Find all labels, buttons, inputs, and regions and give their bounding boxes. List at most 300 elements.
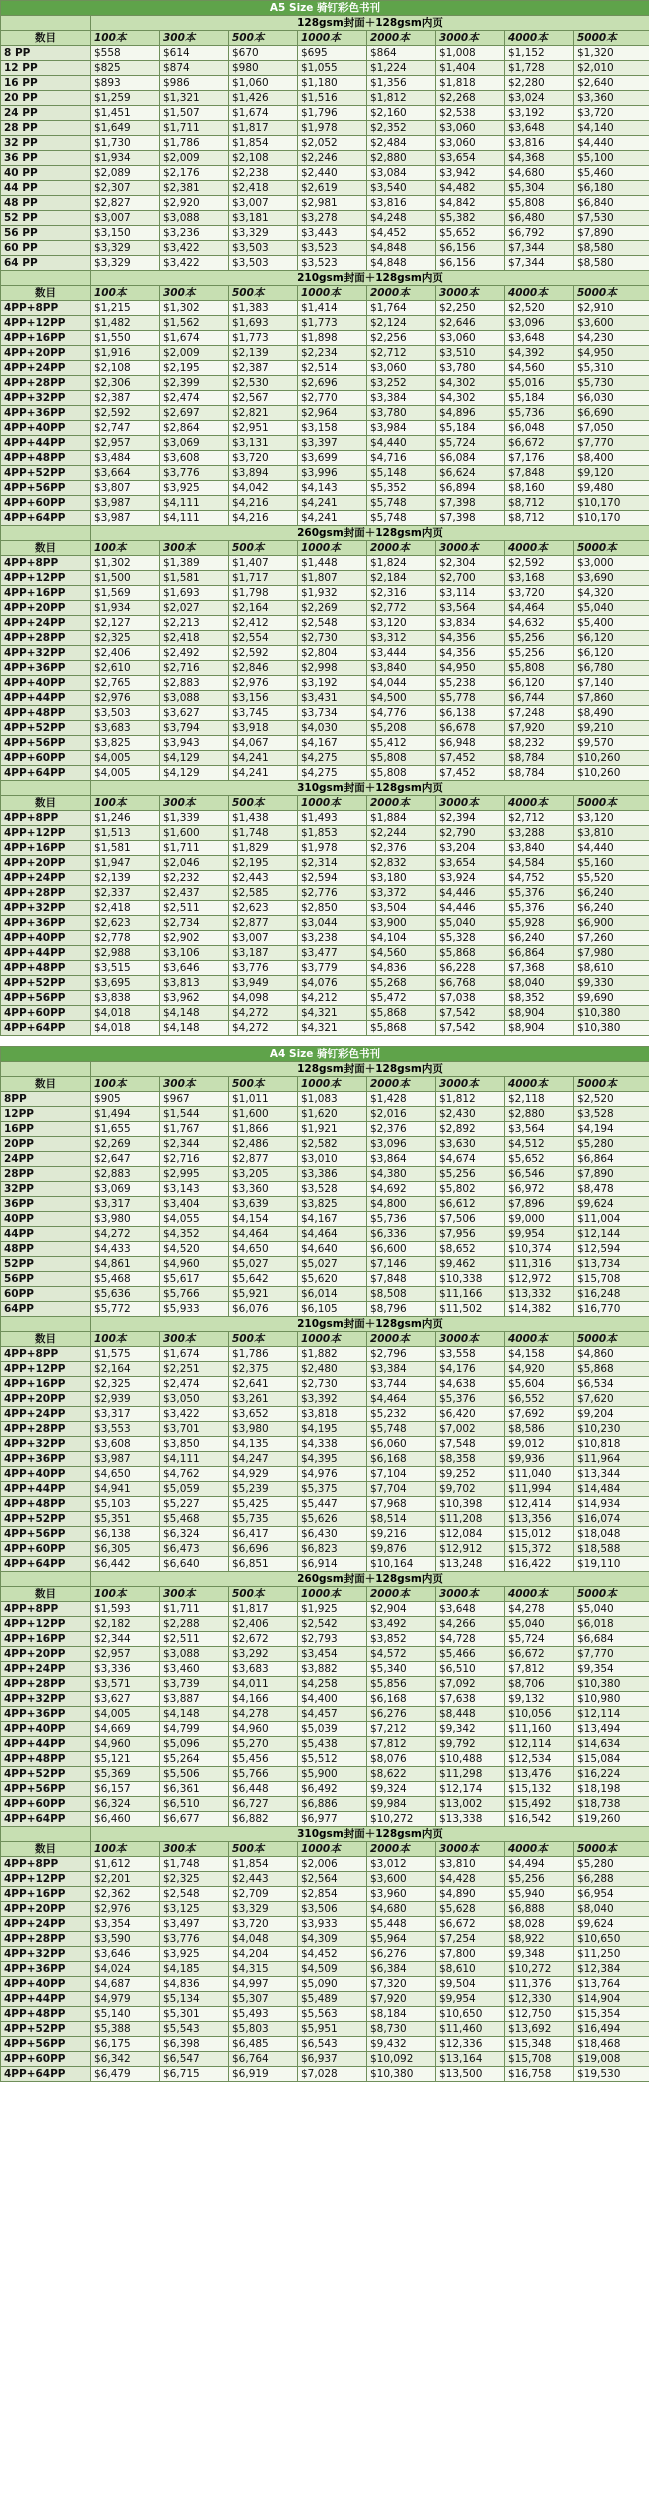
column-header: 5000本 [574, 286, 649, 301]
price-cell: $4,560 [367, 946, 436, 961]
page-count-cell: 4PP+64PP [1, 511, 91, 526]
table-row [1, 646, 649, 661]
column-header-row [1, 796, 649, 811]
price-cell: $5,238 [436, 676, 505, 691]
page-count-cell: 4PP+60PP [1, 2052, 91, 2067]
price-cell: $7,890 [574, 226, 649, 241]
column-header: 500本 [229, 1332, 298, 1347]
table-row [1, 1242, 649, 1257]
price-cell: $3,695 [91, 976, 160, 991]
column-header-row [1, 31, 649, 46]
price-cell: $3,120 [367, 616, 436, 631]
price-cell: $5,626 [298, 1512, 367, 1527]
section-label: 260gsm封面＋128gsm内页 [91, 526, 649, 541]
price-cell: $7,956 [436, 1227, 505, 1242]
table-row [1, 361, 649, 376]
price-cell: $10,230 [574, 1422, 649, 1437]
price-cell: $13,692 [505, 2022, 574, 2037]
page-count-cell: 4PP+56PP [1, 1527, 91, 1542]
price-cell: $6,792 [505, 226, 574, 241]
price-cell: $3,648 [505, 331, 574, 346]
price-cell: $3,558 [436, 1347, 505, 1362]
price-cell: $8,160 [505, 481, 574, 496]
price-cell: $3,192 [505, 106, 574, 121]
price-cell: $8,514 [367, 1512, 436, 1527]
price-cell: $3,825 [91, 736, 160, 751]
price-cell: $4,457 [298, 1707, 367, 1722]
price-cell: $5,563 [298, 2007, 367, 2022]
column-header: 500本 [229, 541, 298, 556]
price-cell: $2,697 [160, 406, 229, 421]
price-cell: $2,793 [298, 1632, 367, 1647]
price-cell: $3,000 [574, 556, 649, 571]
price-cell: $1,786 [229, 1347, 298, 1362]
price-cell: $10,170 [574, 511, 649, 526]
price-cell: $2,352 [367, 121, 436, 136]
price-cell: $5,256 [505, 631, 574, 646]
price-cell: $4,446 [436, 886, 505, 901]
price-cell: $2,394 [436, 811, 505, 826]
price-cell: $2,804 [298, 646, 367, 661]
table-row [1, 691, 649, 706]
price-cell: $6,914 [298, 1557, 367, 1572]
price-cell: $1,259 [91, 91, 160, 106]
price-cell: $9,984 [367, 1797, 436, 1812]
price-cell: $3,683 [91, 721, 160, 736]
table-row [1, 1482, 649, 1497]
price-cell: $14,904 [574, 1992, 649, 2007]
price-cell: $6,324 [91, 1797, 160, 1812]
price-cell: $7,506 [436, 1212, 505, 1227]
price-cell: $11,298 [436, 1767, 505, 1782]
price-cell: $7,896 [505, 1197, 574, 1212]
price-cell: $2,027 [160, 601, 229, 616]
price-cell: $15,084 [574, 1752, 649, 1767]
price-cell: $4,266 [436, 1617, 505, 1632]
price-cell: $2,160 [367, 106, 436, 121]
price-cell: $9,480 [574, 481, 649, 496]
price-cell: $614 [160, 46, 229, 61]
page-count-cell: 4PP+32PP [1, 391, 91, 406]
page-count-cell: 4PP+12PP [1, 1617, 91, 1632]
price-cell: $7,368 [505, 961, 574, 976]
book-title: A4 Size 骑钉彩色书刊 [1, 1047, 649, 1062]
price-cell: $11,160 [505, 1722, 574, 1737]
price-cell: $4,216 [229, 496, 298, 511]
price-cell: $13,332 [505, 1287, 574, 1302]
price-cell: $3,608 [160, 451, 229, 466]
table-row [1, 1737, 649, 1752]
price-cell: $3,996 [298, 466, 367, 481]
price-cell: $6,430 [298, 1527, 367, 1542]
price-cell: $10,488 [436, 1752, 505, 1767]
table-row [1, 1647, 649, 1662]
price-cell: $3,150 [91, 226, 160, 241]
column-header: 2000本 [367, 796, 436, 811]
price-cell: $5,264 [160, 1752, 229, 1767]
price-cell: $7,920 [367, 1992, 436, 2007]
price-cell: $2,474 [160, 1377, 229, 1392]
page-count-cell: 4PP+32PP [1, 1692, 91, 1707]
table-row [1, 46, 649, 61]
price-cell: $12,144 [574, 1227, 649, 1242]
price-cell: $3,540 [367, 181, 436, 196]
column-header: 2000本 [367, 286, 436, 301]
price-cell: $4,920 [505, 1362, 574, 1377]
page-count-cell: 4PP+24PP [1, 1917, 91, 1932]
price-cell: $3,506 [298, 1902, 367, 1917]
price-cell: $4,111 [160, 496, 229, 511]
price-cell: $2,362 [91, 1887, 160, 1902]
price-cell: $3,652 [229, 1407, 298, 1422]
price-cell: $5,748 [367, 496, 436, 511]
price-cell: $13,764 [574, 1977, 649, 1992]
price-cell: $5,468 [160, 1512, 229, 1527]
price-cell: $5,352 [367, 481, 436, 496]
column-header: 3000本 [436, 286, 505, 301]
price-cell: $11,994 [505, 1482, 574, 1497]
table-row [1, 1887, 649, 1902]
price-cell: $4,520 [160, 1242, 229, 1257]
column-header: 300本 [160, 1842, 229, 1857]
price-cell: $2,440 [298, 166, 367, 181]
price-cell: $1,581 [91, 841, 160, 856]
price-cell: $5,964 [367, 1932, 436, 1947]
price-cell: $5,040 [436, 916, 505, 931]
price-cell: $4,669 [91, 1722, 160, 1737]
price-cell: $3,484 [91, 451, 160, 466]
price-cell: $1,932 [298, 586, 367, 601]
price-cell: $3,060 [367, 361, 436, 376]
price-cell: $6,175 [91, 2037, 160, 2052]
price-cell: $4,241 [229, 766, 298, 781]
price-cell: $7,398 [436, 496, 505, 511]
price-cell: $6,157 [91, 1782, 160, 1797]
table-row [1, 1197, 649, 1212]
column-header: 3000本 [436, 1332, 505, 1347]
price-cell: $9,132 [505, 1692, 574, 1707]
column-header: 数目 [1, 1842, 91, 1857]
price-cell: $825 [91, 61, 160, 76]
table-row [1, 196, 649, 211]
price-cell: $4,890 [436, 1887, 505, 1902]
price-cell: $1,817 [229, 121, 298, 136]
price-cell: $2,256 [367, 331, 436, 346]
page-count-cell: 4PP+16PP [1, 1887, 91, 1902]
table-row [1, 1767, 649, 1782]
price-cell: $6,672 [436, 1917, 505, 1932]
table-row [1, 1872, 649, 1887]
price-cell: $4,104 [367, 931, 436, 946]
page-count-cell: 4PP+8PP [1, 301, 91, 316]
price-cell: $893 [91, 76, 160, 91]
price-cell: $8,622 [367, 1767, 436, 1782]
price-cell: $8,580 [574, 256, 649, 271]
price-cell: $2,976 [229, 676, 298, 691]
price-cell: $5,642 [229, 1272, 298, 1287]
price-cell: $3,980 [91, 1212, 160, 1227]
price-cell: $4,143 [298, 481, 367, 496]
table-row [1, 1257, 649, 1272]
price-cell: $5,376 [436, 1392, 505, 1407]
price-cell: $4,482 [436, 181, 505, 196]
table-row [1, 601, 649, 616]
price-cell: $2,765 [91, 676, 160, 691]
price-cell: $6,768 [436, 976, 505, 991]
price-cell: $1,600 [229, 1107, 298, 1122]
price-cell: $2,009 [160, 151, 229, 166]
price-cell: $2,730 [298, 1377, 367, 1392]
price-cell: $2,016 [367, 1107, 436, 1122]
price-cell: $6,510 [160, 1797, 229, 1812]
price-cell: $5,040 [574, 1602, 649, 1617]
price-cell: $5,256 [505, 646, 574, 661]
price-cell: $1,011 [229, 1092, 298, 1107]
page-count-cell: 32 PP [1, 136, 91, 151]
column-header: 100本 [91, 1332, 160, 1347]
price-cell: $7,704 [367, 1482, 436, 1497]
price-cell: $3,654 [436, 151, 505, 166]
price-cell: $2,108 [229, 151, 298, 166]
price-cell: $2,647 [91, 1152, 160, 1167]
column-header: 4000本 [505, 1587, 574, 1602]
price-cell: $2,195 [160, 361, 229, 376]
table-row [1, 466, 649, 481]
price-cell: $3,096 [505, 316, 574, 331]
price-cell: $3,779 [298, 961, 367, 976]
price-cell: $1,916 [91, 346, 160, 361]
section-label: 210gsm封面＋128gsm内页 [91, 1317, 649, 1332]
price-cell: $2,010 [574, 61, 649, 76]
table-row [1, 1182, 649, 1197]
price-cell: $1,493 [298, 811, 367, 826]
price-cell: $3,252 [367, 376, 436, 391]
price-cell: $9,000 [505, 1212, 574, 1227]
column-header: 数目 [1, 286, 91, 301]
price-cell: $5,016 [505, 376, 574, 391]
price-cell: $3,120 [574, 811, 649, 826]
price-cell: $2,696 [298, 376, 367, 391]
price-cell: $10,380 [574, 1006, 649, 1021]
table-row [1, 1467, 649, 1482]
price-cell: $4,055 [160, 1212, 229, 1227]
price-cell: $1,711 [160, 121, 229, 136]
price-cell: $4,212 [298, 991, 367, 1006]
price-cell: $5,766 [229, 1767, 298, 1782]
price-cell: $12,174 [436, 1782, 505, 1797]
price-cell: $6,600 [367, 1242, 436, 1257]
price-cell: $3,007 [91, 211, 160, 226]
price-cell: $3,515 [91, 961, 160, 976]
price-cell: $4,030 [298, 721, 367, 736]
column-header-row [1, 286, 649, 301]
price-cell: $3,720 [229, 451, 298, 466]
column-header: 2000本 [367, 1842, 436, 1857]
price-cell: $3,933 [298, 1917, 367, 1932]
price-cell: $3,292 [229, 1647, 298, 1662]
price-cell: $4,464 [229, 1227, 298, 1242]
price-cell: $2,412 [229, 616, 298, 631]
price-cell: $5,227 [160, 1497, 229, 1512]
price-cell: $2,480 [298, 1362, 367, 1377]
price-cell: $2,827 [91, 196, 160, 211]
price-cell: $6,764 [229, 2052, 298, 2067]
page-count-cell: 4PP+36PP [1, 1962, 91, 1977]
table-row [1, 256, 649, 271]
price-cell: $19,260 [574, 1812, 649, 1827]
price-cell: $7,344 [505, 241, 574, 256]
price-cell: $10,380 [574, 1021, 649, 1036]
price-cell: $3,088 [160, 1647, 229, 1662]
price-cell: $3,850 [160, 1437, 229, 1452]
price-cell: $2,246 [298, 151, 367, 166]
price-cell: $5,724 [436, 436, 505, 451]
price-cell: $12,084 [436, 1527, 505, 1542]
price-cell: $7,028 [298, 2067, 367, 2082]
page-count-cell: 4PP+40PP [1, 1977, 91, 1992]
price-cell: $1,302 [91, 556, 160, 571]
price-cell: $2,052 [298, 136, 367, 151]
price-cell: $2,406 [91, 646, 160, 661]
price-cell: $3,894 [229, 466, 298, 481]
page-count-cell: 4PP+56PP [1, 1782, 91, 1797]
price-cell: $15,354 [574, 2007, 649, 2022]
price-cell: $3,734 [298, 706, 367, 721]
table-row [1, 1422, 649, 1437]
price-cell: $4,216 [229, 511, 298, 526]
column-header: 100本 [91, 1842, 160, 1857]
price-cell: $5,472 [367, 991, 436, 1006]
price-cell: $6,361 [160, 1782, 229, 1797]
price-cell: $2,337 [91, 886, 160, 901]
price-cell: $4,392 [505, 346, 574, 361]
price-cell: $3,925 [160, 481, 229, 496]
price-cell: $3,528 [574, 1107, 649, 1122]
price-cell: $3,838 [91, 991, 160, 1006]
price-cell: $13,734 [574, 1257, 649, 1272]
page-count-cell: 4PP+64PP [1, 1812, 91, 1827]
price-cell: $3,987 [91, 1452, 160, 1467]
page-count-cell: 48 PP [1, 196, 91, 211]
page-count-cell: 4PP+24PP [1, 616, 91, 631]
table-row [1, 871, 649, 886]
price-cell: $3,088 [160, 691, 229, 706]
page-count-cell: 16 PP [1, 76, 91, 91]
price-cell: $6,384 [367, 1962, 436, 1977]
page-count-cell: 4PP+12PP [1, 316, 91, 331]
price-cell: $3,523 [298, 241, 367, 256]
price-cell: $6,640 [160, 1557, 229, 1572]
price-cell: $5,736 [505, 406, 574, 421]
page-count-cell: 56PP [1, 1272, 91, 1287]
price-cell: $4,241 [229, 751, 298, 766]
price-cell: $7,812 [367, 1737, 436, 1752]
price-cell: $4,302 [436, 376, 505, 391]
page-count-cell: 4PP+32PP [1, 1437, 91, 1452]
price-cell: $16,248 [574, 1287, 649, 1302]
price-cell: $13,344 [574, 1467, 649, 1482]
price-cell: $4,258 [298, 1677, 367, 1692]
column-header: 4000本 [505, 31, 574, 46]
price-cell: $4,011 [229, 1677, 298, 1692]
table-row [1, 856, 649, 871]
price-cell: $4,976 [298, 1467, 367, 1482]
price-cell: $5,340 [367, 1662, 436, 1677]
column-header: 4000本 [505, 541, 574, 556]
price-cell: $4,752 [505, 871, 574, 886]
price-cell: $4,896 [436, 406, 505, 421]
price-cell: $4,005 [91, 751, 160, 766]
price-cell: $3,443 [298, 226, 367, 241]
price-cell: $6,240 [574, 886, 649, 901]
price-cell: $3,158 [298, 421, 367, 436]
price-cell: $2,268 [436, 91, 505, 106]
page-count-cell: 4PP+8PP [1, 556, 91, 571]
price-cell: $5,772 [91, 1302, 160, 1317]
price-cell: $5,448 [367, 1917, 436, 1932]
page-count-cell: 12PP [1, 1107, 91, 1122]
price-cell: $1,898 [298, 331, 367, 346]
price-cell: $2,538 [436, 106, 505, 121]
price-cell: $3,106 [160, 946, 229, 961]
price-cell: $3,987 [91, 496, 160, 511]
price-cell: $4,320 [574, 586, 649, 601]
price-cell: $3,949 [229, 976, 298, 991]
table-row [1, 1812, 649, 1827]
page-count-cell: 4PP+20PP [1, 1902, 91, 1917]
table-row [1, 1542, 649, 1557]
price-cell: $13,248 [436, 1557, 505, 1572]
page-count-cell: 4PP+60PP [1, 496, 91, 511]
table-row [1, 421, 649, 436]
table-row [1, 811, 649, 826]
price-cell: $1,389 [160, 556, 229, 571]
price-cell: $2,418 [91, 901, 160, 916]
page-count-cell: 4PP+52PP [1, 1767, 91, 1782]
price-cell: $2,548 [298, 616, 367, 631]
page-count-cell: 60 PP [1, 241, 91, 256]
price-cell: $6,479 [91, 2067, 160, 2082]
price-cell: $11,208 [436, 1512, 505, 1527]
price-cell: $9,432 [367, 2037, 436, 2052]
price-cell: $2,238 [229, 166, 298, 181]
price-cell: $2,564 [298, 1872, 367, 1887]
price-cell: $1,866 [229, 1122, 298, 1137]
table-row [1, 826, 649, 841]
page-count-cell: 24PP [1, 1152, 91, 1167]
price-cell: $4,356 [436, 631, 505, 646]
column-header: 500本 [229, 286, 298, 301]
price-cell: $13,476 [505, 1767, 574, 1782]
column-header: 2000本 [367, 31, 436, 46]
column-header: 300本 [160, 1077, 229, 1092]
price-cell: $2,880 [367, 151, 436, 166]
price-cell: $2,957 [91, 436, 160, 451]
price-cell: $3,720 [229, 1917, 298, 1932]
price-cell: $5,748 [367, 511, 436, 526]
price-cell: $6,014 [298, 1287, 367, 1302]
price-cell: $2,641 [229, 1377, 298, 1392]
price-cell: $9,570 [574, 736, 649, 751]
price-cell: $3,060 [436, 136, 505, 151]
page-count-cell: 4PP+56PP [1, 2037, 91, 2052]
price-cell: $6,105 [298, 1302, 367, 1317]
page-count-cell: 40 PP [1, 166, 91, 181]
price-cell: $11,502 [436, 1302, 505, 1317]
price-cell: $1,428 [367, 1092, 436, 1107]
price-cell: $3,646 [91, 1947, 160, 1962]
price-cell: $4,067 [229, 736, 298, 751]
